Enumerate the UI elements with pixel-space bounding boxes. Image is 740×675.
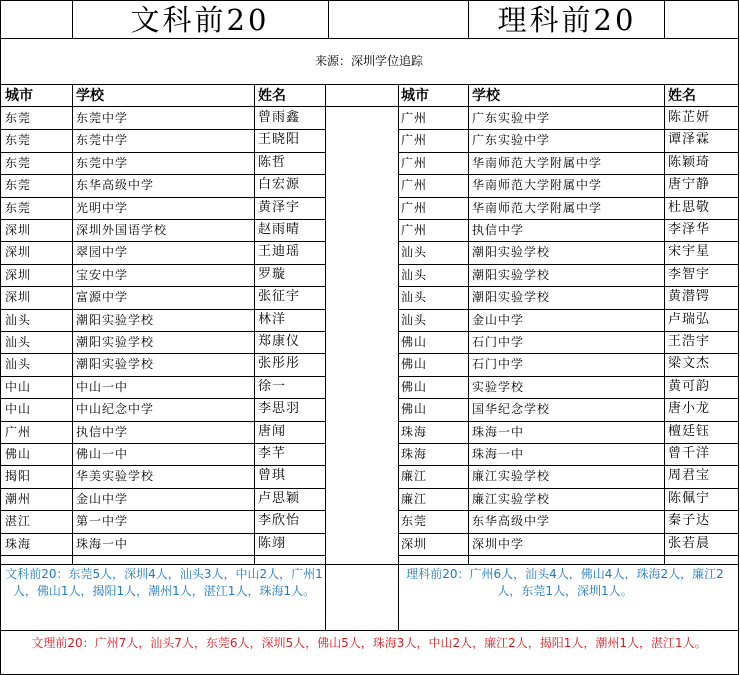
row-rule	[0, 353, 325, 354]
arts-row-4-name: 白宏源	[258, 177, 301, 192]
science-row-9-school: 潮阳实验学校	[472, 290, 551, 304]
science-header-city: 城市	[401, 88, 429, 104]
science-row-8-school: 潮阳实验学校	[472, 268, 551, 282]
arts-row-11-school: 潮阳实验学校	[76, 335, 155, 349]
row-rule	[0, 152, 325, 153]
science-row-18-city: 廉江	[401, 492, 428, 506]
science-row-4-city: 广州	[401, 178, 428, 192]
row-rule	[398, 533, 738, 534]
science-title: 理科前20	[497, 3, 637, 37]
row-rule	[0, 376, 325, 377]
column-rule	[664, 0, 665, 38]
science-row-3-city: 广州	[401, 156, 428, 170]
science-row-15-city: 珠海	[401, 425, 428, 439]
science-row-8-name: 李智宇	[668, 267, 711, 282]
science-row-6-name: 李泽华	[668, 222, 711, 237]
column-rule	[72, 84, 73, 564]
column-rule	[325, 564, 326, 630]
arts-row-9-name: 张征宇	[258, 289, 301, 304]
arts-row-19-school: 第一中学	[76, 514, 129, 528]
row-rule	[398, 331, 738, 332]
arts-row-7-city: 深圳	[5, 245, 32, 259]
science-row-19-name: 秦子达	[668, 513, 711, 528]
arts-row-3-school: 东莞中学	[76, 156, 129, 170]
arts-header-name: 姓名	[258, 88, 286, 104]
row-rule	[398, 555, 738, 556]
science-row-9-city: 汕头	[401, 290, 428, 304]
arts-row-17-school: 华美实验学校	[76, 469, 155, 483]
row-rule	[0, 443, 325, 444]
row-rule	[398, 197, 738, 198]
arts-row-20-city: 珠海	[5, 537, 32, 551]
arts-row-10-city: 汕头	[5, 313, 32, 327]
row-rule	[398, 264, 738, 265]
row-rule	[0, 0, 738, 1]
science-row-12-school: 石门中学	[472, 357, 525, 371]
arts-header-school: 学校	[76, 88, 104, 104]
row-rule	[0, 398, 325, 399]
arts-row-9-city: 深圳	[5, 290, 32, 304]
science-row-8-city: 汕头	[401, 268, 428, 282]
science-row-16-city: 珠海	[401, 447, 428, 461]
arts-row-15-city: 广州	[5, 425, 32, 439]
arts-row-8-name: 罗璇	[258, 267, 287, 282]
science-row-13-city: 佛山	[401, 380, 428, 394]
arts-row-18-city: 潮州	[5, 492, 32, 506]
science-row-17-city: 廉江	[401, 469, 428, 483]
row-rule	[0, 488, 325, 489]
science-row-14-name: 唐小龙	[668, 401, 711, 416]
arts-row-2-city: 东莞	[5, 133, 32, 147]
science-row-18-school: 廉江实验学校	[472, 492, 551, 506]
row-rule	[0, 197, 325, 198]
arts-row-1-name: 曾雨鑫	[258, 110, 301, 125]
row-rule	[398, 219, 738, 220]
science-row-14-school: 国华纪念学校	[472, 402, 551, 416]
science-row-4-school: 华南师范大学附属中学	[472, 178, 603, 192]
arts-row-15-name: 唐闻	[258, 424, 287, 439]
combined-summary: 文理前20：广州7人，汕头7人，东莞6人，深圳5人，佛山5人，珠海3人，中山2人，廉江2人，揭阳1人，潮州1人，湛江1人。	[31, 636, 707, 650]
arts-row-6-name: 赵雨晴	[258, 222, 301, 237]
arts-row-16-city: 佛山	[5, 447, 32, 461]
column-rule	[398, 84, 399, 564]
science-row-11-city: 佛山	[401, 335, 428, 349]
arts-row-16-name: 李芊	[258, 446, 287, 461]
row-rule	[398, 353, 738, 354]
science-row-19-school: 东华高级中学	[472, 514, 551, 528]
science-row-17-school: 廉江实验学校	[472, 469, 551, 483]
row-rule	[0, 241, 325, 242]
science-row-3-school: 华南师范大学附属中学	[472, 156, 603, 170]
arts-row-8-school: 宝安中学	[76, 268, 129, 282]
row-rule	[0, 555, 325, 556]
science-row-5-name: 杜思敬	[668, 200, 711, 215]
science-row-12-name: 梁文杰	[668, 356, 711, 371]
science-row-7-school: 潮阳实验学校	[472, 245, 551, 259]
arts-row-7-name: 王迪瑶	[258, 244, 301, 259]
column-rule	[398, 564, 399, 630]
science-row-6-school: 执信中学	[472, 223, 525, 237]
science-row-20-school: 深圳中学	[472, 537, 525, 551]
row-rule	[0, 630, 738, 631]
science-row-16-name: 曾千洋	[668, 446, 711, 461]
science-row-10-school: 金山中学	[472, 313, 525, 327]
science-row-1-school: 广东实验中学	[472, 111, 551, 125]
science-row-6-city: 广州	[401, 223, 428, 237]
arts-row-4-city: 东莞	[5, 178, 32, 192]
row-rule	[0, 421, 325, 422]
arts-title: 文科前20	[130, 3, 270, 37]
row-rule	[0, 533, 325, 534]
science-row-5-city: 广州	[401, 201, 428, 215]
arts-row-4-school: 东华高级中学	[76, 178, 155, 192]
science-row-17-name: 周君宝	[668, 468, 711, 483]
science-row-11-name: 王浩宇	[668, 334, 711, 349]
row-rule	[398, 443, 738, 444]
arts-row-16-school: 佛山一中	[76, 447, 129, 461]
arts-header-city: 城市	[5, 88, 33, 104]
row-rule	[398, 488, 738, 489]
row-rule	[0, 174, 325, 175]
science-header-name: 姓名	[668, 88, 696, 104]
row-rule	[398, 152, 738, 153]
arts-row-5-school: 光明中学	[76, 201, 129, 215]
arts-row-18-name: 卢思颖	[258, 491, 301, 506]
science-row-15-school: 珠海一中	[472, 425, 525, 439]
arts-row-6-city: 深圳	[5, 223, 32, 237]
row-rule	[398, 376, 738, 377]
science-row-20-city: 深圳	[401, 537, 428, 551]
science-row-3-name: 陈颖琦	[668, 155, 711, 170]
arts-row-13-city: 中山	[5, 380, 32, 394]
row-rule	[398, 309, 738, 310]
column-rule	[664, 84, 665, 564]
science-row-13-school: 实验学校	[472, 380, 525, 394]
arts-row-9-school: 富源中学	[76, 290, 129, 304]
row-rule	[0, 309, 325, 310]
science-row-10-city: 汕头	[401, 313, 428, 327]
column-rule	[0, 0, 1, 675]
arts-row-11-city: 汕头	[5, 335, 32, 349]
science-header-school: 学校	[472, 88, 500, 104]
science-row-19-city: 东莞	[401, 514, 428, 528]
row-rule	[398, 129, 738, 130]
arts-row-14-school: 中山纪念中学	[76, 402, 155, 416]
row-rule	[398, 510, 738, 511]
arts-row-15-school: 执信中学	[76, 425, 129, 439]
column-rule	[254, 84, 255, 564]
science-row-16-school: 珠海一中	[472, 447, 525, 461]
arts-row-3-name: 陈哲	[258, 155, 287, 170]
row-rule	[0, 465, 325, 466]
science-row-1-city: 广州	[401, 111, 428, 125]
science-row-18-name: 陈佩宁	[668, 491, 711, 506]
arts-row-6-school: 深圳外国语学校	[76, 223, 168, 237]
science-row-13-name: 黄可韵	[668, 379, 711, 394]
column-rule	[738, 0, 739, 675]
science-row-4-name: 唐宁静	[668, 177, 711, 192]
science-row-2-school: 广东实验中学	[472, 133, 551, 147]
arts-row-13-name: 徐一	[258, 379, 287, 394]
science-row-14-city: 佛山	[401, 402, 428, 416]
arts-row-11-name: 郑康仪	[258, 334, 301, 349]
arts-row-5-city: 东莞	[5, 201, 32, 215]
column-rule	[468, 84, 469, 564]
science-row-9-name: 黄潜锷	[668, 289, 711, 304]
row-rule	[0, 264, 325, 265]
science-row-15-name: 檀廷钰	[668, 424, 711, 439]
science-row-20-name: 张若晨	[668, 536, 711, 551]
science-row-7-name: 宋宇星	[668, 244, 711, 259]
row-rule	[0, 38, 738, 39]
row-rule	[0, 106, 738, 107]
arts-row-19-city: 湛江	[5, 514, 32, 528]
arts-row-14-name: 李思羽	[258, 401, 301, 416]
row-rule	[0, 331, 325, 332]
arts-row-20-name: 陈翊	[258, 536, 287, 551]
column-rule	[468, 0, 469, 38]
science-row-2-name: 谭泽霖	[668, 132, 711, 147]
arts-row-10-school: 潮阳实验学校	[76, 313, 155, 327]
science-row-10-name: 卢瑞弘	[668, 312, 711, 327]
arts-row-17-city: 揭阳	[5, 469, 32, 483]
row-rule	[398, 421, 738, 422]
science-row-5-school: 华南师范大学附属中学	[472, 201, 603, 215]
arts-row-1-school: 东莞中学	[76, 111, 129, 125]
arts-row-2-school: 东莞中学	[76, 133, 129, 147]
arts-row-18-school: 金山中学	[76, 492, 129, 506]
arts-row-12-school: 潮阳实验学校	[76, 357, 155, 371]
arts-row-1-city: 东莞	[5, 111, 32, 125]
row-rule	[0, 129, 325, 130]
row-rule	[398, 286, 738, 287]
row-rule	[398, 174, 738, 175]
science-row-7-city: 汕头	[401, 245, 428, 259]
science-summary: 理科前20：广州6人，汕头4人，佛山4人，珠海2人，廉江2人，东莞1人，深圳1人。	[406, 567, 724, 598]
arts-row-12-city: 汕头	[5, 357, 32, 371]
science-row-1-name: 陈芷妍	[668, 110, 711, 125]
arts-row-14-city: 中山	[5, 402, 32, 416]
row-rule	[398, 241, 738, 242]
arts-row-7-school: 翠园中学	[76, 245, 129, 259]
row-rule	[398, 398, 738, 399]
row-rule	[0, 510, 325, 511]
arts-summary: 文科前20：东莞5人，深圳4人，汕头3人，中山2人，广州1人，佛山1人，揭阳1人，潮州1人，湛江1人，珠海1人。	[5, 567, 323, 598]
science-row-11-school: 石门中学	[472, 335, 525, 349]
science-row-2-city: 广州	[401, 133, 428, 147]
row-rule	[0, 564, 738, 565]
arts-row-20-school: 珠海一中	[76, 537, 129, 551]
row-rule	[0, 84, 738, 85]
column-rule	[328, 0, 329, 38]
arts-row-17-name: 曾琪	[258, 468, 287, 483]
science-row-12-city: 佛山	[401, 357, 428, 371]
column-rule	[325, 84, 326, 564]
arts-row-5-name: 黄泽宇	[258, 200, 301, 215]
column-rule	[72, 0, 73, 38]
row-rule	[0, 286, 325, 287]
row-rule	[398, 465, 738, 466]
row-rule	[0, 219, 325, 220]
arts-row-12-name: 张彤彤	[258, 356, 301, 371]
arts-row-3-city: 东莞	[5, 156, 32, 170]
arts-row-2-name: 王晓阳	[258, 132, 301, 147]
arts-row-13-school: 中山一中	[76, 380, 129, 394]
source-note: 来源：深圳学位追踪	[314, 54, 423, 68]
arts-row-8-city: 深圳	[5, 268, 32, 282]
arts-row-19-name: 李欣怡	[258, 513, 301, 528]
arts-row-10-name: 林洋	[258, 312, 287, 327]
